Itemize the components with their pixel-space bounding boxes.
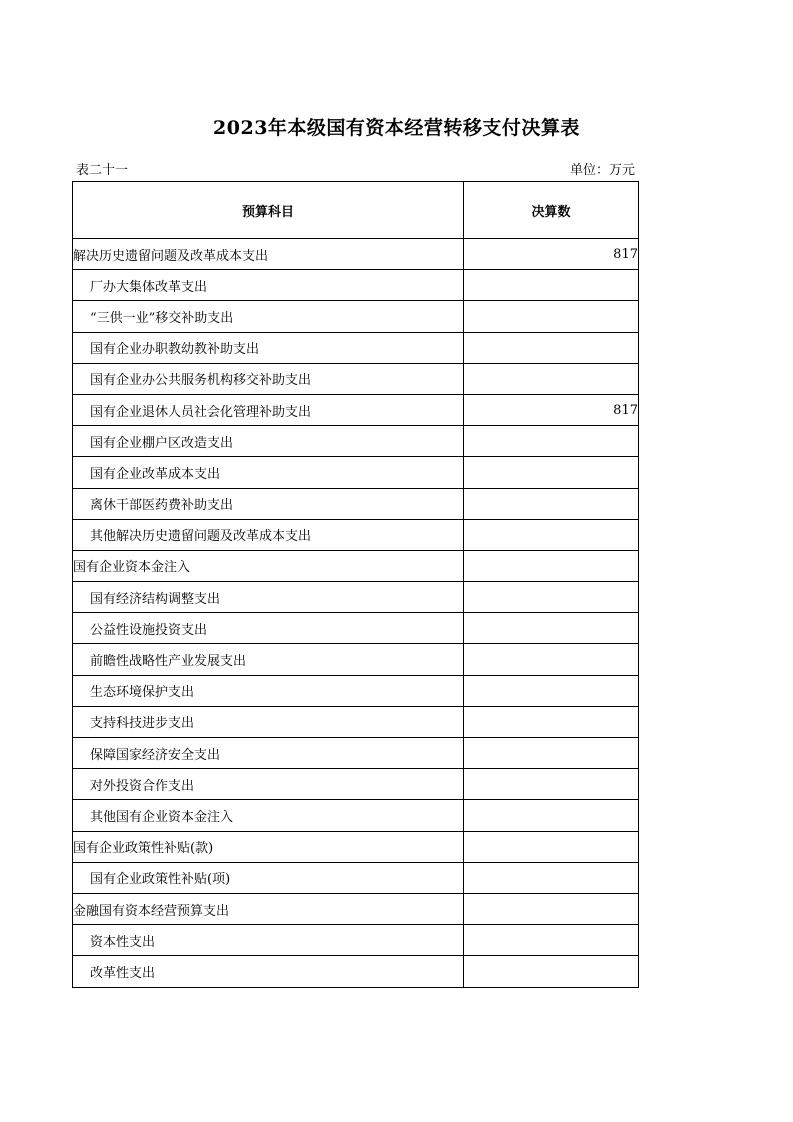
row-item-value: [464, 582, 639, 613]
table-header-row: [73, 182, 639, 239]
row-item-name: 国有企业棚户区改造支出: [73, 426, 464, 457]
row-item-name: 公益性设施投资支出: [73, 613, 464, 644]
row-item-value: [464, 332, 639, 363]
row-item-name: 其他解决历史遗留问题及改革成本支出: [73, 519, 464, 550]
table-row: [73, 800, 639, 831]
row-item-name: 国有企业办公共服务机构移交补助支出: [73, 363, 464, 394]
row-item-name: 国有企业退休人员社会化管理补助支出: [73, 394, 464, 425]
table-row: [73, 613, 639, 644]
row-item-name: 国有企业政策性补贴(项): [73, 862, 464, 893]
header-budget-item: 预算科目: [73, 182, 464, 239]
row-item-name: “三供一业”移交补助支出: [73, 301, 464, 332]
row-item-value: [464, 800, 639, 831]
row-item-name: 国有企业政策性补贴(款): [73, 831, 464, 862]
table-number: 表二十一: [76, 163, 129, 178]
row-item-name: 其他国有企业资本金注入: [73, 800, 464, 831]
row-item-value: [464, 488, 639, 519]
table-row: [73, 488, 639, 519]
row-item-value: [464, 769, 639, 800]
row-item-value: [464, 925, 639, 956]
budget-table: [72, 181, 639, 988]
table-row: [73, 270, 639, 301]
header-final-amount: 决算数: [464, 182, 639, 239]
table-row: [73, 893, 639, 924]
row-item-value: [464, 363, 639, 394]
row-item-name: 国有企业办职教幼教补助支出: [73, 332, 464, 363]
row-item-name: 前瞻性战略性产业发展支出: [73, 644, 464, 675]
row-item-value: [464, 893, 639, 924]
table-row: [73, 738, 639, 769]
row-item-name: 生态环境保护支出: [73, 675, 464, 706]
row-item-value: [464, 426, 639, 457]
row-item-name: 保障国家经济安全支出: [73, 738, 464, 769]
table-row: [73, 644, 639, 675]
row-item-value: [464, 519, 639, 550]
table-row: [73, 956, 639, 987]
table-row: [73, 675, 639, 706]
row-item-value: 817: [464, 394, 639, 425]
row-item-value: [464, 644, 639, 675]
row-item-value: [464, 550, 639, 581]
row-item-name: 离休干部医药费补助支出: [73, 488, 464, 519]
table-row: [73, 925, 639, 956]
table-row: [73, 862, 639, 893]
table-row: [73, 394, 639, 425]
table-row: [73, 582, 639, 613]
row-item-value: [464, 831, 639, 862]
row-item-value: 817: [464, 239, 639, 270]
row-item-name: 支持科技进步支出: [73, 706, 464, 737]
row-item-value: [464, 956, 639, 987]
table-row: [73, 550, 639, 581]
table-row: [73, 706, 639, 737]
table-subheader: [73, 159, 638, 179]
row-item-value: [464, 301, 639, 332]
unit-label: 单位：万元: [569, 163, 635, 178]
row-item-name: 厂办大集体改革支出: [73, 270, 464, 301]
table-row: [73, 519, 639, 550]
table-row: [73, 769, 639, 800]
table-row: [73, 239, 639, 270]
row-item-name: 金融国有资本经营预算支出: [73, 893, 464, 924]
row-item-name: 解决历史遗留问题及改革成本支出: [73, 239, 464, 270]
row-item-value: [464, 270, 639, 301]
row-item-value: [464, 613, 639, 644]
row-item-name: 改革性支出: [73, 956, 464, 987]
table-row: [73, 301, 639, 332]
row-item-name: 对外投资合作支出: [73, 769, 464, 800]
row-item-name: 资本性支出: [73, 925, 464, 956]
row-item-name: 国有企业资本金注入: [73, 550, 464, 581]
row-item-value: [464, 862, 639, 893]
row-item-name: 国有企业改革成本支出: [73, 457, 464, 488]
table-row: [73, 831, 639, 862]
row-item-value: [464, 738, 639, 769]
table-row: [73, 426, 639, 457]
table-body: [73, 239, 639, 988]
row-item-name: 国有经济结构调整支出: [73, 582, 464, 613]
table-row: [73, 457, 639, 488]
row-item-value: [464, 706, 639, 737]
row-item-value: [464, 675, 639, 706]
row-item-value: [464, 457, 639, 488]
table-row: [73, 332, 639, 363]
table-row: [73, 363, 639, 394]
page-title: 2023年本级国有资本经营转移支付决算表: [213, 117, 580, 139]
